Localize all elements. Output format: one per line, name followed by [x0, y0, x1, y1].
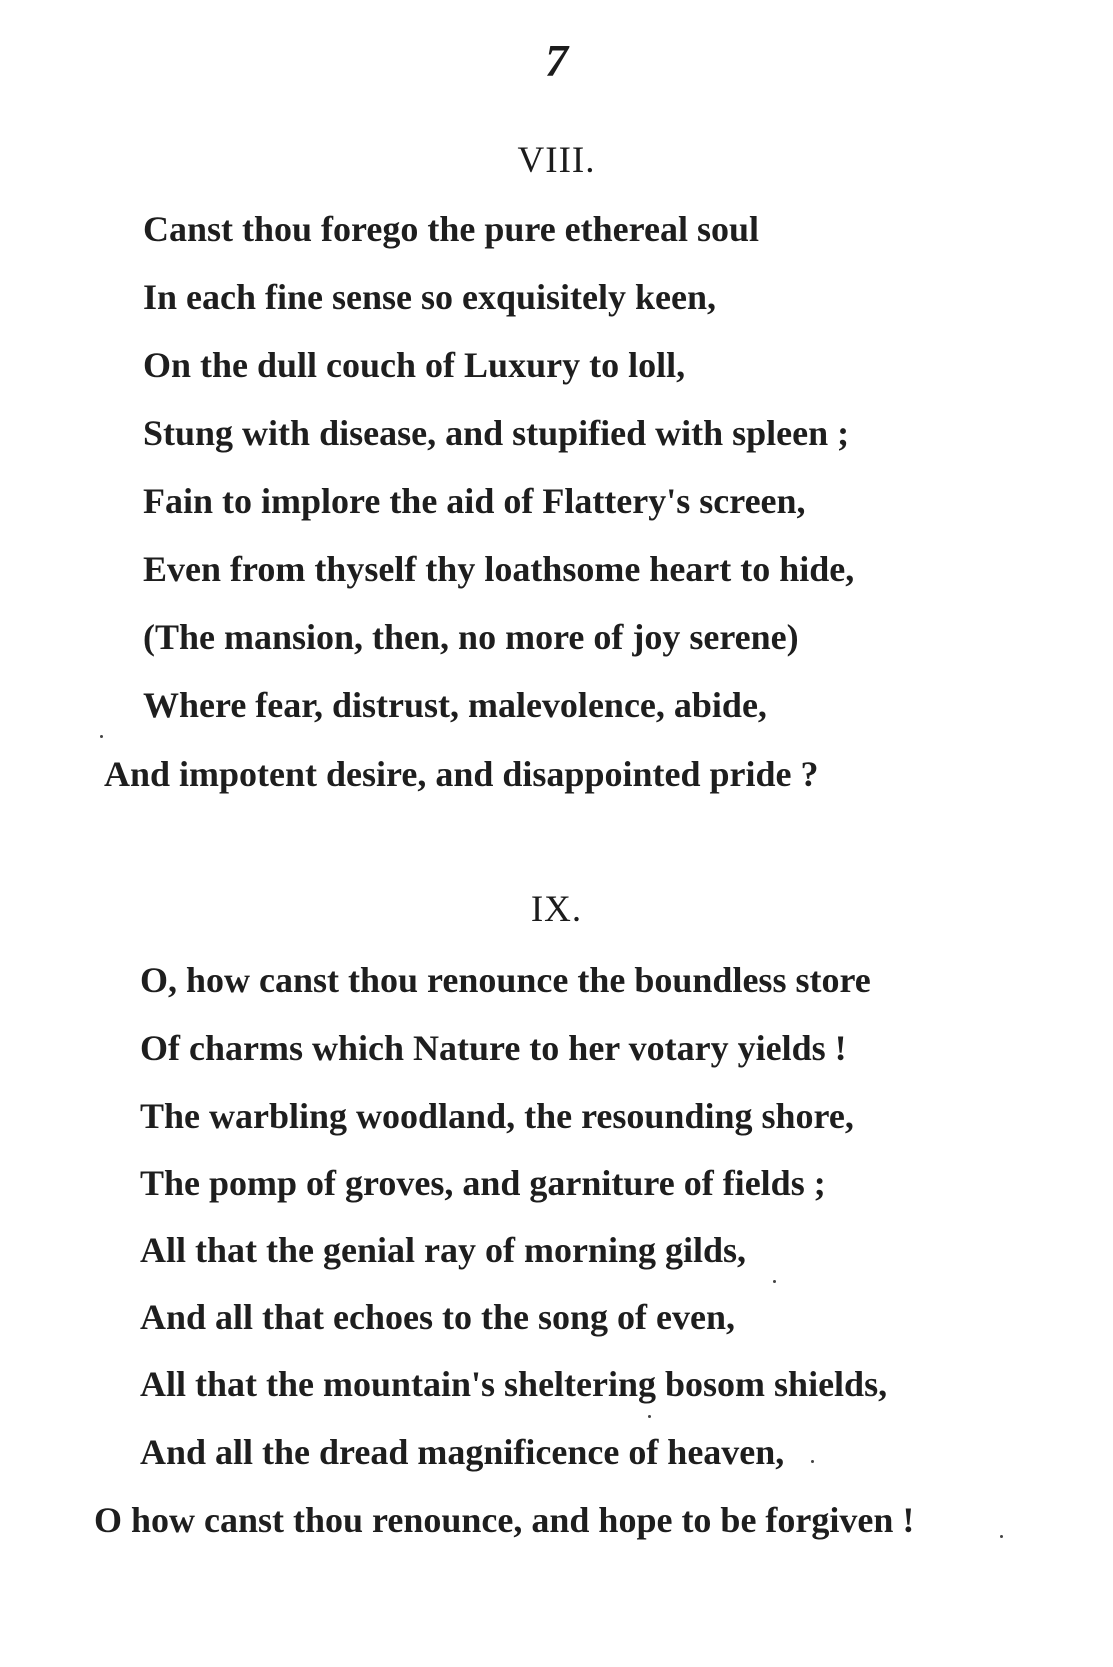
stanza-numeral-ix: IX. [530, 889, 583, 930]
verse-line: Canst thou forego the pure ethereal soul [143, 209, 759, 249]
verse-line: (The mansion, then, no more of joy serene) [143, 617, 799, 657]
verse-line: On the dull couch of Luxury to loll, [143, 345, 686, 385]
verse-line: The pomp of groves, and garniture of fields ; [140, 1163, 826, 1203]
verse-line: In each fine sense so exquisitely keen, [143, 277, 717, 317]
print-speck [648, 1415, 651, 1418]
print-speck [1000, 1535, 1003, 1538]
verse-line: The warbling woodland, the resounding shore, [140, 1096, 854, 1136]
stanza-numeral-viii: VIII. [517, 140, 596, 181]
verse-line: Fain to implore the aid of Flattery's screen, [143, 481, 806, 521]
verse-line: And all that echoes to the song of even, [140, 1297, 735, 1337]
verse-line: O, how canst thou renounce the boundless store [140, 960, 871, 1000]
verse-line-final: O how canst thou renounce, and hope to be forgiven ! [94, 1500, 915, 1540]
print-speck [811, 1460, 814, 1463]
print-speck [773, 1280, 776, 1283]
print-speck [100, 735, 103, 738]
verse-line-final: And impotent desire, and disappointed pride ? [104, 754, 819, 794]
verse-line: Stung with disease, and stupified with spleen ; [143, 413, 850, 453]
verse-line: Of charms which Nature to her votary yields ! [140, 1028, 847, 1068]
verse-line: Even from thyself thy loathsome heart to hide, [143, 549, 855, 589]
verse-line: Where fear, distrust, malevolence, abide, [143, 685, 767, 725]
page-number: 7 [545, 35, 568, 86]
verse-line: And all the dread magnificence of heaven, [140, 1432, 785, 1472]
verse-line: All that the genial ray of morning gilds, [140, 1230, 747, 1270]
verse-line: All that the mountain's sheltering bosom shields, [140, 1364, 888, 1404]
